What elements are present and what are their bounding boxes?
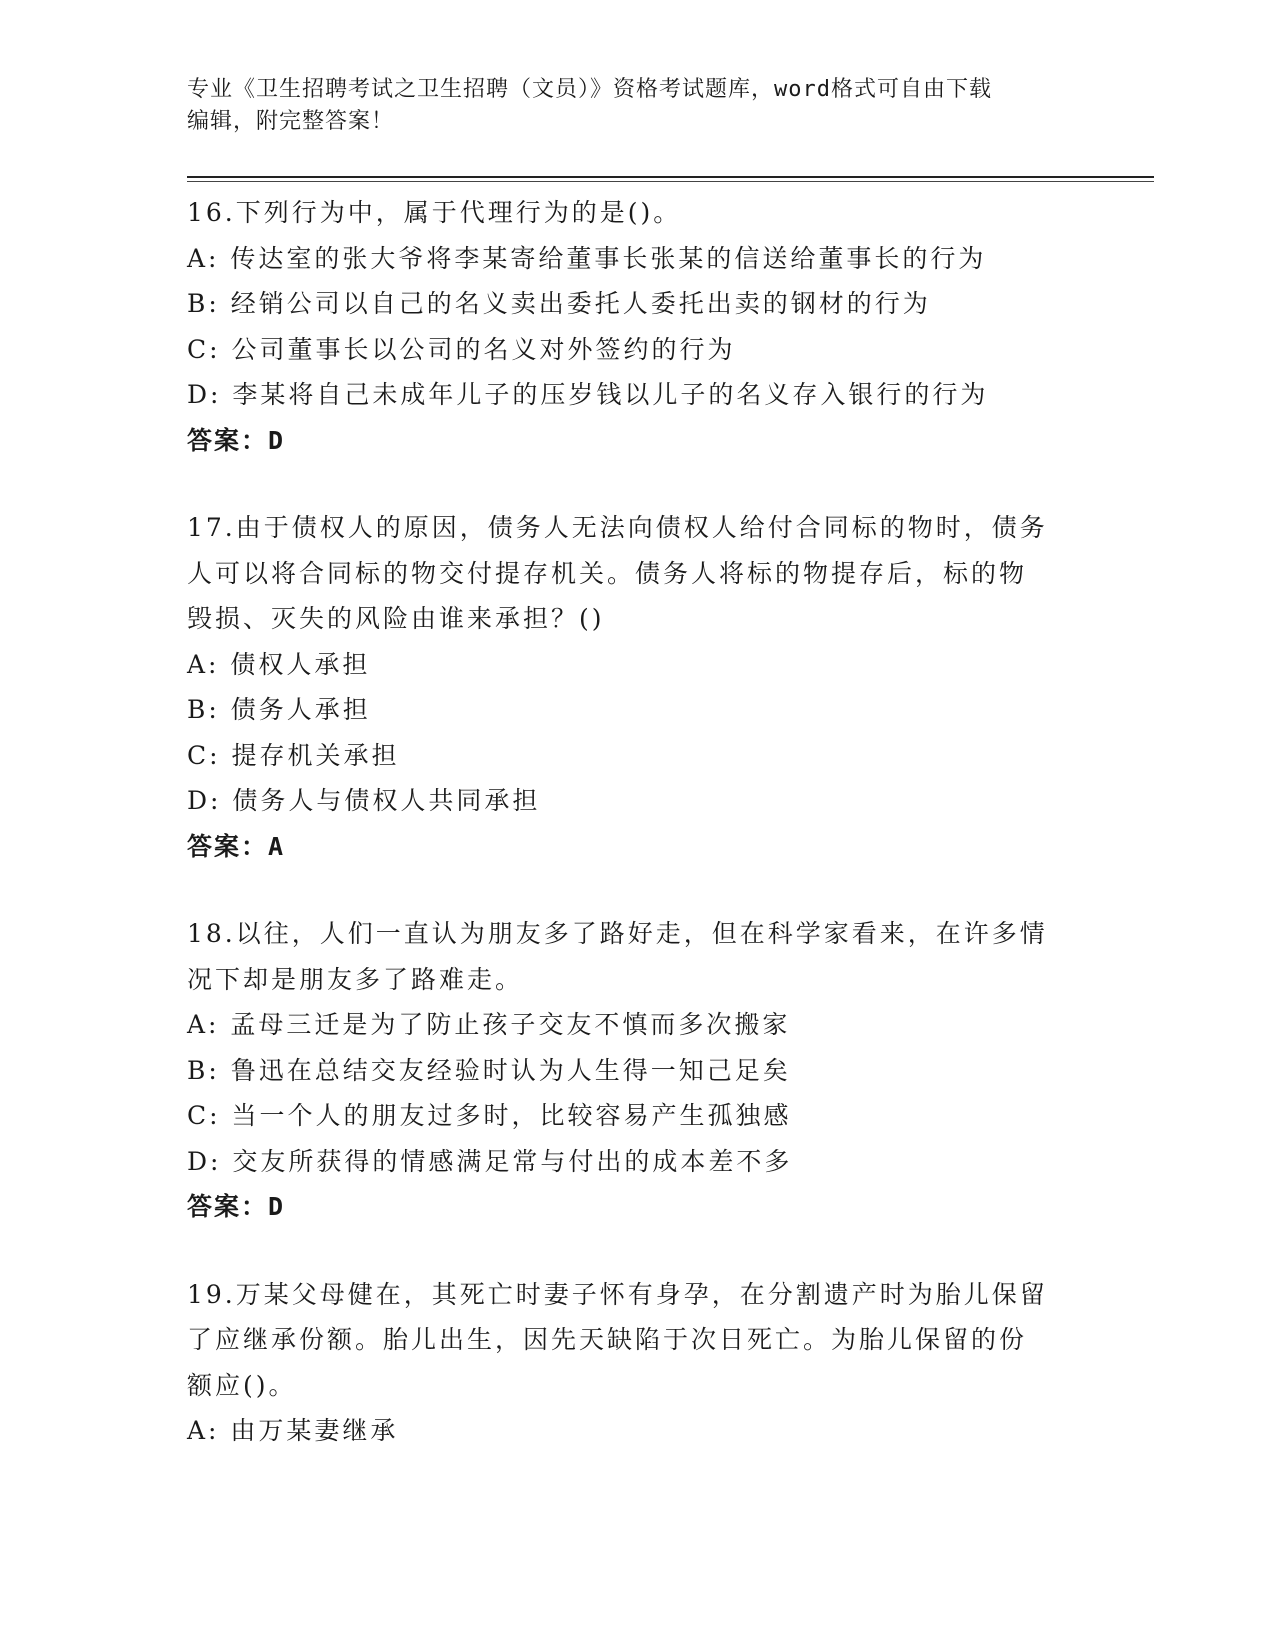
option-b: B: 债务人承担 (187, 695, 371, 724)
question-stem: 16.下列行为中，属于代理行为的是()。 (187, 198, 682, 227)
header-line-2: 编辑，附完整答案！ (187, 109, 395, 134)
question-stem: 额应()。 (187, 1370, 297, 1400)
option-a: A: 孟母三迁是为了防止孩子交友不慎而多次搬家 (187, 1010, 791, 1039)
option-d: D: 交友所获得的情感满足常与付出的成本差不多 (187, 1146, 793, 1176)
header-divider-thick (187, 176, 1154, 178)
option-c: C: 提存机关承担 (187, 740, 400, 770)
question-stem: 人可以将合同标的物交付提存机关。债务人将标的物提存后，标的物 (187, 558, 1028, 588)
question-stem: 毁损、灭失的风险由谁来承担？() (187, 604, 605, 633)
question-spacer (187, 869, 1087, 911)
option-a: A: 债权人承担 (187, 649, 371, 679)
question-16 (187, 190, 1087, 463)
answer-text: 答案：D (187, 425, 286, 455)
question-stem: 18.以往，人们一直认为朋友多了路好走，但在科学家看来，在许多情 (187, 919, 1048, 948)
option-d: D: 李某将自己未成年儿子的压岁钱以儿子的名义存入银行的行为 (187, 380, 989, 409)
option-a: A: 由万某妻继承 (187, 1416, 399, 1445)
question-spacer (187, 1230, 1087, 1272)
question-list (187, 190, 1087, 1454)
option-a: A: 传达室的张大爷将李某寄给董事长张某的信送给董事长的行为 (187, 243, 987, 273)
option-d: D: 债务人与债权人共同承担 (187, 786, 541, 815)
question-17 (187, 505, 1087, 869)
question-stem: 19.万某父母健在，其死亡时妻子怀有身孕，在分割遗产时为胎儿保留 (187, 1279, 1048, 1309)
option-b: B: 经销公司以自己的名义卖出委托人委托出卖的钢材的行为 (187, 289, 931, 318)
question-stem: 况下却是朋友多了路难走。 (187, 964, 524, 994)
answer-text: 答案：D (187, 1192, 286, 1221)
question-stem: 了应继承份额。胎儿出生，因先天缺陷于次日死亡。为胎儿保留的份 (187, 1325, 1028, 1354)
question-spacer (187, 463, 1087, 505)
header-line-1: 专业《卫生招聘考试之卫生招聘（文员）》资格考试题库，word格式可自由下载 (187, 77, 992, 102)
question-19 (187, 1272, 1087, 1454)
option-c: C: 当一个人的朋友过多时，比较容易产生孤独感 (187, 1101, 792, 1130)
answer-text: 答案：A (187, 831, 286, 861)
header-divider-thin (187, 181, 1154, 182)
question-18 (187, 911, 1087, 1230)
option-b: B: 鲁迅在总结交友经验时认为人生得一知己足矣 (187, 1055, 791, 1085)
document-header (187, 74, 1087, 138)
question-stem: 17.由于债权人的原因，债务人无法向债权人给付合同标的物时，债务 (187, 513, 1048, 542)
option-c: C: 公司董事长以公司的名义对外签约的行为 (187, 334, 736, 364)
